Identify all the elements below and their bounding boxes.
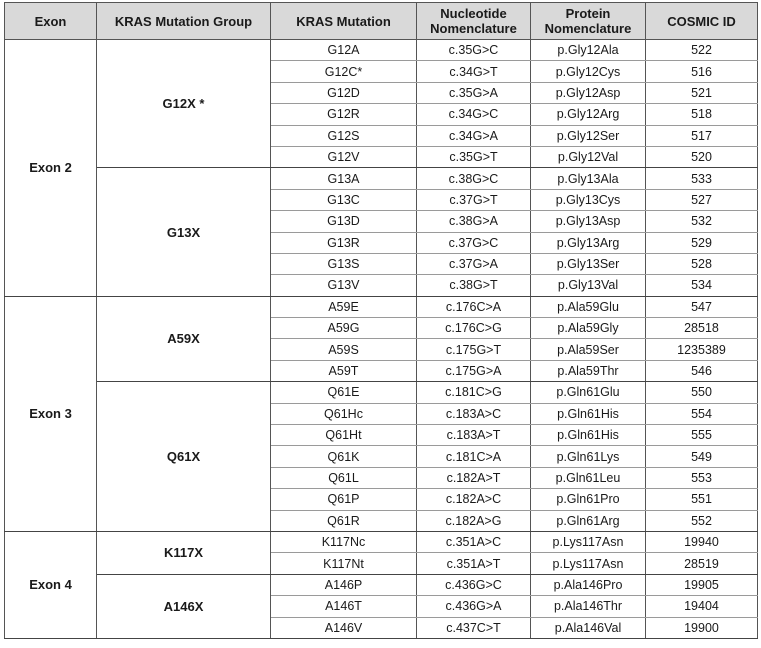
table-row: [5, 531, 758, 552]
cosmic-id-cell: 516: [646, 61, 758, 82]
mutation-cell: Q61Hc: [271, 403, 417, 424]
mutation-cell: G12D: [271, 82, 417, 103]
nucleotide-cell: c.183A>T: [417, 425, 531, 446]
mutation-cell: G12R: [271, 104, 417, 125]
cosmic-id-cell: 554: [646, 403, 758, 424]
mutation-group-cell: K117X: [97, 531, 271, 574]
mutation-cell: Q61R: [271, 510, 417, 531]
header-cosmic-id: COSMIC ID: [646, 3, 758, 40]
nucleotide-cell: c.38G>C: [417, 168, 531, 189]
cosmic-id-cell: 551: [646, 489, 758, 510]
protein-cell: p.Ala146Thr: [531, 596, 646, 617]
protein-cell: p.Ala59Thr: [531, 360, 646, 381]
protein-cell: p.Gly12Cys: [531, 61, 646, 82]
nucleotide-cell: c.37G>A: [417, 253, 531, 274]
protein-cell: p.Gln61Glu: [531, 382, 646, 403]
nucleotide-cell: c.436G>A: [417, 596, 531, 617]
header-mutation: KRAS Mutation: [271, 3, 417, 40]
nucleotide-cell: c.37G>C: [417, 232, 531, 253]
mutation-cell: A59E: [271, 296, 417, 317]
cosmic-id-cell: 522: [646, 40, 758, 61]
cosmic-id-cell: 19900: [646, 617, 758, 638]
mutation-cell: A146P: [271, 574, 417, 595]
nucleotide-cell: c.182A>T: [417, 467, 531, 488]
cosmic-id-cell: 529: [646, 232, 758, 253]
protein-cell: p.Gly12Asp: [531, 82, 646, 103]
table-row: [5, 574, 758, 595]
cosmic-id-cell: 19905: [646, 574, 758, 595]
protein-cell: p.Ala146Val: [531, 617, 646, 638]
mutation-group-cell: G13X: [97, 168, 271, 296]
mutation-cell: K117Nt: [271, 553, 417, 574]
mutation-cell: G12S: [271, 125, 417, 146]
cosmic-id-cell: 534: [646, 275, 758, 296]
nucleotide-cell: c.176C>G: [417, 318, 531, 339]
cosmic-id-cell: 533: [646, 168, 758, 189]
mutation-cell: G12A: [271, 40, 417, 61]
cosmic-id-cell: 532: [646, 211, 758, 232]
nucleotide-cell: c.37G>T: [417, 189, 531, 210]
mutation-cell: Q61P: [271, 489, 417, 510]
nucleotide-cell: c.175G>T: [417, 339, 531, 360]
cosmic-id-cell: 521: [646, 82, 758, 103]
header-exon: Exon: [5, 3, 97, 40]
protein-cell: p.Gln61Lys: [531, 446, 646, 467]
protein-cell: p.Gln61His: [531, 403, 646, 424]
nucleotide-cell: c.351A>C: [417, 531, 531, 552]
mutation-cell: A59G: [271, 318, 417, 339]
table-body: [5, 40, 758, 639]
cosmic-id-cell: 528: [646, 253, 758, 274]
nucleotide-cell: c.38G>T: [417, 275, 531, 296]
mutation-cell: Q61E: [271, 382, 417, 403]
cosmic-id-cell: 19940: [646, 531, 758, 552]
nucleotide-cell: c.182A>G: [417, 510, 531, 531]
cosmic-id-cell: 28519: [646, 553, 758, 574]
table-row: [5, 382, 758, 403]
mutation-cell: G13S: [271, 253, 417, 274]
protein-cell: p.Ala59Glu: [531, 296, 646, 317]
protein-cell: p.Gly12Val: [531, 146, 646, 167]
cosmic-id-cell: 549: [646, 446, 758, 467]
mutation-cell: A59S: [271, 339, 417, 360]
nucleotide-cell: c.35G>A: [417, 82, 531, 103]
protein-cell: p.Gln61Arg: [531, 510, 646, 531]
mutation-cell: Q61Ht: [271, 425, 417, 446]
header-nucleotide: Nucleotide Nomenclature: [417, 3, 531, 40]
mutation-group-cell: A146X: [97, 574, 271, 638]
protein-cell: p.Ala59Gly: [531, 318, 646, 339]
mutation-cell: G13C: [271, 189, 417, 210]
cosmic-id-cell: 546: [646, 360, 758, 381]
cosmic-id-cell: 547: [646, 296, 758, 317]
kras-mutation-table: [4, 2, 758, 639]
nucleotide-cell: c.38G>A: [417, 211, 531, 232]
cosmic-id-cell: 552: [646, 510, 758, 531]
cosmic-id-cell: 19404: [646, 596, 758, 617]
nucleotide-cell: c.34G>C: [417, 104, 531, 125]
table-row: [5, 296, 758, 317]
protein-cell: p.Gly13Val: [531, 275, 646, 296]
mutation-cell: G13V: [271, 275, 417, 296]
mutation-cell: K117Nc: [271, 531, 417, 552]
nucleotide-cell: c.34G>A: [417, 125, 531, 146]
header-protein: Protein Nomenclature: [531, 3, 646, 40]
cosmic-id-cell: 520: [646, 146, 758, 167]
mutation-cell: G12V: [271, 146, 417, 167]
exon-cell: Exon 4: [5, 531, 97, 638]
mutation-cell: A146V: [271, 617, 417, 638]
protein-cell: p.Ala146Pro: [531, 574, 646, 595]
mutation-group-cell: Q61X: [97, 382, 271, 532]
nucleotide-cell: c.181C>G: [417, 382, 531, 403]
nucleotide-cell: c.183A>C: [417, 403, 531, 424]
protein-cell: p.Gln61Pro: [531, 489, 646, 510]
mutation-cell: G13D: [271, 211, 417, 232]
nucleotide-cell: c.181C>A: [417, 446, 531, 467]
protein-cell: p.Gly13Arg: [531, 232, 646, 253]
protein-cell: p.Gly12Ala: [531, 40, 646, 61]
nucleotide-cell: c.437C>T: [417, 617, 531, 638]
protein-cell: p.Gln61Leu: [531, 467, 646, 488]
cosmic-id-cell: 1235389: [646, 339, 758, 360]
mutation-cell: Q61K: [271, 446, 417, 467]
mutation-cell: A59T: [271, 360, 417, 381]
header-row: [5, 3, 758, 40]
mutation-cell: G13A: [271, 168, 417, 189]
cosmic-id-cell: 28518: [646, 318, 758, 339]
exon-cell: Exon 3: [5, 296, 97, 531]
protein-cell: p.Lys117Asn: [531, 531, 646, 552]
cosmic-id-cell: 517: [646, 125, 758, 146]
nucleotide-cell: c.351A>T: [417, 553, 531, 574]
mutation-cell: A146T: [271, 596, 417, 617]
protein-cell: p.Lys117Asn: [531, 553, 646, 574]
protein-cell: p.Gly13Ser: [531, 253, 646, 274]
protein-cell: p.Gly12Arg: [531, 104, 646, 125]
mutation-group-cell: G12X *: [97, 40, 271, 168]
protein-cell: p.Gly13Ala: [531, 168, 646, 189]
mutation-cell: Q61L: [271, 467, 417, 488]
nucleotide-cell: c.35G>T: [417, 146, 531, 167]
table-header: [5, 3, 758, 40]
nucleotide-cell: c.176C>A: [417, 296, 531, 317]
nucleotide-cell: c.182A>C: [417, 489, 531, 510]
nucleotide-cell: c.175G>A: [417, 360, 531, 381]
mutation-group-cell: A59X: [97, 296, 271, 382]
mutation-cell: G13R: [271, 232, 417, 253]
header-mutation-group: KRAS Mutation Group: [97, 3, 271, 40]
cosmic-id-cell: 555: [646, 425, 758, 446]
cosmic-id-cell: 553: [646, 467, 758, 488]
cosmic-id-cell: 550: [646, 382, 758, 403]
protein-cell: p.Gly13Asp: [531, 211, 646, 232]
protein-cell: p.Gly13Cys: [531, 189, 646, 210]
table-row: [5, 40, 758, 61]
nucleotide-cell: c.35G>C: [417, 40, 531, 61]
protein-cell: p.Ala59Ser: [531, 339, 646, 360]
mutation-table-container: [4, 2, 758, 639]
protein-cell: p.Gly12Ser: [531, 125, 646, 146]
mutation-cell: G12C*: [271, 61, 417, 82]
cosmic-id-cell: 527: [646, 189, 758, 210]
protein-cell: p.Gln61His: [531, 425, 646, 446]
cosmic-id-cell: 518: [646, 104, 758, 125]
table-row: [5, 168, 758, 189]
nucleotide-cell: c.34G>T: [417, 61, 531, 82]
exon-cell: Exon 2: [5, 40, 97, 297]
nucleotide-cell: c.436G>C: [417, 574, 531, 595]
